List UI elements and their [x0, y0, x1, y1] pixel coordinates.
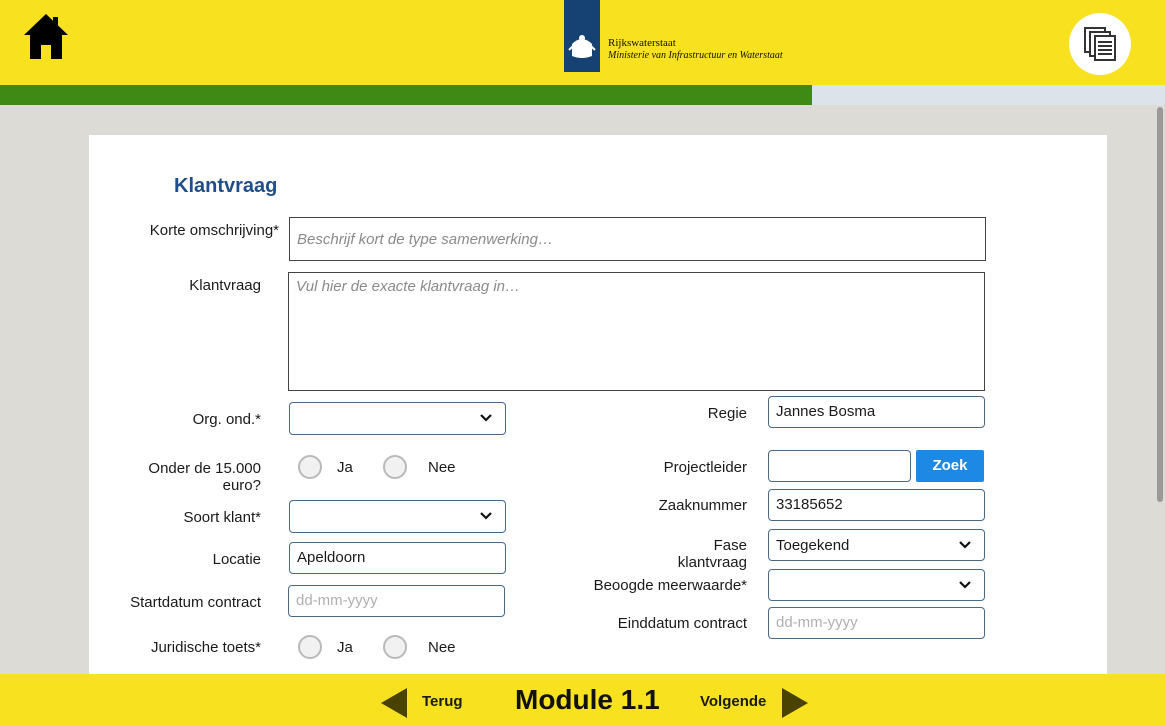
chevron-down-icon: [479, 511, 493, 521]
zoek-button[interactable]: Zoek: [916, 450, 984, 482]
klantvraag-placeholder: Vul hier de exacte klantvraag in…: [296, 278, 521, 295]
documents-button[interactable]: [1069, 13, 1131, 75]
juridische-toets-ja-label: Ja: [337, 639, 353, 656]
onder-15000-label: [129, 460, 261, 494]
scrollbar-thumb[interactable]: [1157, 107, 1163, 502]
onder-15000-label-line1: Onder de 15.000: [148, 460, 261, 477]
module-title: Module 1.1: [515, 684, 660, 715]
next-button[interactable]: Volgende: [700, 693, 767, 710]
juridische-toets-nee-label: Nee: [428, 639, 456, 656]
footer-bar: [0, 674, 1165, 726]
logo-name: Rijkswaterstaat: [608, 37, 676, 49]
einddatum-placeholder: dd-mm-yyyy: [776, 614, 858, 631]
chevron-down-icon: [958, 540, 972, 550]
beoogde-meerwaarde-label: Beoogde meerwaarde*: [593, 577, 747, 594]
progress-bar: [0, 85, 1165, 105]
back-button[interactable]: Terug: [422, 693, 463, 710]
back-arrow-icon[interactable]: [381, 688, 409, 723]
startdatum-placeholder: dd-mm-yyyy: [296, 592, 378, 609]
zaaknummer-value: 33185652: [776, 496, 843, 513]
beoogde-meerwaarde-select[interactable]: [768, 569, 985, 601]
klantvraag-textarea[interactable]: [288, 272, 985, 391]
locatie-input[interactable]: [289, 542, 506, 574]
soort-klant-label: Soort klant*: [183, 509, 261, 526]
startdatum-input[interactable]: [288, 585, 505, 617]
juridische-toets-nee-radio[interactable]: [383, 635, 407, 659]
onder-15000-ja-radio[interactable]: [298, 455, 322, 479]
zaaknummer-input[interactable]: [768, 489, 985, 521]
korte-omschrijving-label: Korte omschrijving*: [149, 222, 279, 239]
regie-value: Jannes Bosma: [776, 403, 876, 420]
fase-label-line1: Fase: [713, 537, 747, 554]
locatie-value: Apeldoorn: [297, 549, 366, 566]
juridische-toets-ja-radio[interactable]: [298, 635, 322, 659]
org-ond-label: Org. ond.*: [192, 411, 261, 428]
fase-value: Toegekend: [776, 537, 850, 554]
onder-15000-nee-label: Nee: [428, 459, 456, 476]
juridische-toets-label: Juridische toets*: [150, 639, 261, 656]
scrollbar[interactable]: [1155, 105, 1165, 674]
onder-15000-ja-label: Ja: [337, 459, 353, 476]
chevron-down-icon: [958, 580, 972, 590]
chevron-down-icon: [479, 413, 493, 423]
projectleider-input[interactable]: [768, 450, 911, 482]
regie-input[interactable]: [768, 396, 985, 428]
documents-icon: [1083, 26, 1117, 62]
top-bar: [0, 0, 1165, 85]
korte-omschrijving-input[interactable]: [289, 217, 986, 261]
logo-emblem: [564, 0, 600, 72]
fase-label: [589, 537, 747, 571]
fase-select[interactable]: [768, 529, 985, 561]
onder-15000-nee-radio[interactable]: [383, 455, 407, 479]
klantvraag-label: Klantvraag: [189, 277, 261, 294]
progress-fill: [0, 85, 812, 105]
form-title: Klantvraag: [174, 175, 278, 197]
org-ond-select[interactable]: [289, 402, 506, 435]
home-icon[interactable]: [22, 12, 70, 62]
einddatum-input[interactable]: [768, 607, 985, 639]
logo-ministry: Ministerie van Infrastructuur en Waterstaat: [608, 50, 783, 61]
form-card: [89, 135, 1107, 675]
rijkswaterstaat-logo: [564, 0, 784, 72]
korte-omschrijving-placeholder: Beschrijf kort de type samenwerking…: [297, 231, 553, 248]
onder-15000-label-line2: euro?: [222, 477, 261, 494]
next-arrow-icon[interactable]: [780, 688, 808, 723]
locatie-label: Locatie: [212, 551, 261, 568]
soort-klant-select[interactable]: [289, 500, 506, 533]
einddatum-label: Einddatum contract: [617, 615, 747, 632]
fase-label-line2: klantvraag: [677, 554, 747, 571]
zaaknummer-label: Zaaknummer: [658, 497, 747, 514]
projectleider-label: Projectleider: [663, 459, 747, 476]
startdatum-label: Startdatum contract: [130, 594, 261, 611]
regie-label: Regie: [707, 405, 747, 422]
